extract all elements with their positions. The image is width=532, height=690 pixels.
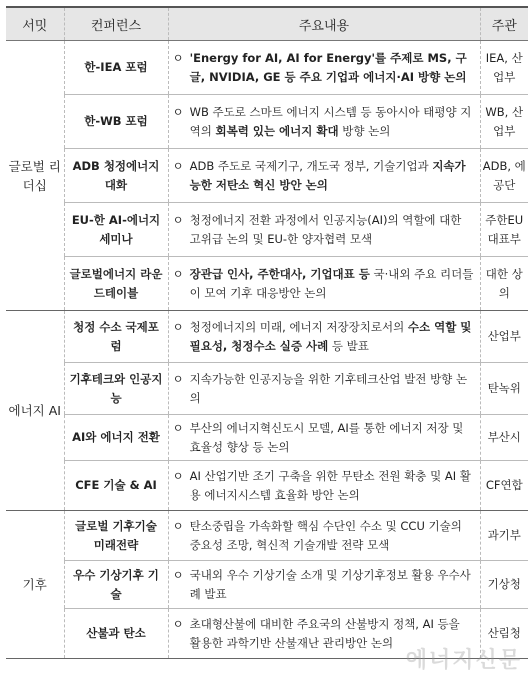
bullet-icon: ㅇ <box>172 567 184 582</box>
content-text <box>190 49 474 87</box>
table-row <box>6 149 528 203</box>
content-plain: 초대형산불에 대비한 주요국의 산불방지 정책, AI 등을 활용한 과학기반 산불재난 관리방안 논의 <box>189 616 460 650</box>
table-row <box>6 41 528 95</box>
bullet-icon: ㅇ <box>172 371 184 386</box>
conference-name: 글로벌 기후기술 미래전략 <box>64 511 168 561</box>
table-row <box>6 203 528 257</box>
table-body <box>6 41 528 659</box>
table-row <box>6 257 528 311</box>
content-tail: 국·내외 주요 리더들이 모여 기후 대응방안 논의 <box>189 266 474 300</box>
content-cell <box>168 257 480 311</box>
conference-schedule-table <box>6 6 528 659</box>
organizer-name: 주한EU 대표부 <box>480 203 528 257</box>
bullet-icon: ㅇ <box>172 158 184 173</box>
content-plain: WB 주도로 스마트 에너지 시스템 등 동아시아 태평양 지역의 <box>189 104 472 138</box>
content-text <box>190 265 474 303</box>
content-plain: ADB 주도로 국제기구, 개도국 정부, 기술기업과 <box>189 158 433 173</box>
organizer-name: 산업부 <box>480 311 528 363</box>
content-plain: 부산의 에너지혁신도시 모델, AI를 통한 에너지 저장 및 효율성 향상 등 논의 <box>189 420 464 454</box>
section-label: 글로벌 리더십 <box>6 41 64 311</box>
content-bold: 'Energy for AI, AI for Energy'를 주제로 MS, 구글, NVIDIA, GE 등 주요 기업과 에너지·AI 방향 논의 <box>189 50 467 84</box>
conference-name: EU-한 AI-에너지 세미나 <box>64 203 168 257</box>
bullet-icon: ㅇ <box>172 420 184 435</box>
conference-name: AI와 에너지 전환 <box>64 415 168 461</box>
table-row <box>6 311 528 363</box>
header-row <box>6 7 528 41</box>
conference-name: 한-WB 포럼 <box>64 95 168 149</box>
content-tail: 방향 논의 <box>338 123 391 138</box>
content-bold: 회복력 있는 에너지 확대 <box>215 123 339 138</box>
content-tail: 등 발표 <box>328 338 369 353</box>
organizer-name: 산림청 <box>480 609 528 659</box>
conference-name: ADB 청정에너지 대화 <box>64 149 168 203</box>
content-text <box>190 370 474 408</box>
organizer-name: 부산시 <box>480 415 528 461</box>
content-text <box>190 157 474 195</box>
conference-name: 글로벌에너지 라운드테이블 <box>64 257 168 311</box>
conference-name: 산불과 탄소 <box>64 609 168 659</box>
bullet-icon: ㅇ <box>172 104 184 119</box>
bullet-icon: ㅇ <box>172 518 184 533</box>
organizer-name: ADB, 에공단 <box>480 149 528 203</box>
content-cell <box>168 363 480 415</box>
watermark: 에너지신문 <box>405 648 522 673</box>
content-cell <box>168 41 480 95</box>
content-bold: 수소 역할 및 필요성, 청정수소 실증 사례 <box>189 319 472 353</box>
bullet-icon: ㅇ <box>172 266 184 281</box>
bullet-icon: ㅇ <box>172 212 184 227</box>
content-cell <box>168 203 480 257</box>
bullet-icon: ㅇ <box>172 468 184 483</box>
content-plain: 청정에너지의 미래, 에너지 저장장치로서의 <box>189 319 408 334</box>
content-plain: 탄소중립을 가속화할 핵심 수단인 수소 및 CCU 기술의 중요성 조망, 혁신적 기술개발 전략 모색 <box>189 518 462 552</box>
content-text <box>190 467 474 505</box>
bullet-icon: ㅇ <box>172 50 184 65</box>
conference-name: 한-IEA 포럼 <box>64 41 168 95</box>
content-bold: 장관급 인사, 주한대사, 기업대표 등 <box>189 266 370 281</box>
organizer-name: IEA, 산업부 <box>480 41 528 95</box>
content-cell <box>168 311 480 363</box>
header-section: 서밋 <box>6 7 64 41</box>
content-cell <box>168 149 480 203</box>
content-text <box>190 211 474 249</box>
content-cell <box>168 511 480 561</box>
organizer-name: 과기부 <box>480 511 528 561</box>
content-text <box>190 419 474 457</box>
organizer-name: 탄녹위 <box>480 363 528 415</box>
content-bold: 지속가능한 저탄소 혁신 방안 논의 <box>189 158 466 192</box>
header-content: 주요내용 <box>168 7 480 41</box>
content-plain: 지속가능한 인공지능을 위한 기후테크산업 발전 방향 논의 <box>189 371 468 405</box>
content-cell <box>168 461 480 511</box>
table-row <box>6 561 528 609</box>
content-text <box>190 566 474 604</box>
content-cell <box>168 561 480 609</box>
content-cell <box>168 415 480 461</box>
table-row <box>6 511 528 561</box>
conference-name: CFE 기술 & AI <box>64 461 168 511</box>
conference-name: 청정 수소 국제포럼 <box>64 311 168 363</box>
bullet-icon: ㅇ <box>172 319 184 334</box>
header-conference: 컨퍼런스 <box>64 7 168 41</box>
content-text <box>190 318 474 356</box>
content-text <box>190 517 474 555</box>
section-label: 기후 <box>6 511 64 659</box>
section-label: 에너지 AI <box>6 311 64 511</box>
table-row <box>6 415 528 461</box>
table-row <box>6 461 528 511</box>
organizer-name: CF연합 <box>480 461 528 511</box>
content-cell <box>168 95 480 149</box>
content-plain: AI 산업기반 조기 구축을 위한 무탄소 전원 확충 및 AI 활용 에너지시스템 효율화 방안 논의 <box>189 468 471 502</box>
organizer-name: WB, 산업부 <box>480 95 528 149</box>
content-plain: 청정에너지 전환 과정에서 인공지능(AI)의 역할에 대한 고위급 논의 및 EU-한 양자협력 모색 <box>189 212 462 246</box>
conference-name: 우수 기상기후 기술 <box>64 561 168 609</box>
content-plain: 국내외 우수 기상기술 소개 및 기상기후정보 활용 우수사례 발표 <box>189 567 471 601</box>
table-row <box>6 363 528 415</box>
organizer-name: 기상청 <box>480 561 528 609</box>
bullet-icon: ㅇ <box>172 616 184 631</box>
conference-name: 기후테크와 인공지능 <box>64 363 168 415</box>
content-text <box>190 103 474 141</box>
table-row <box>6 95 528 149</box>
organizer-name: 대한 상의 <box>480 257 528 311</box>
header-organizer: 주관 <box>480 7 528 41</box>
